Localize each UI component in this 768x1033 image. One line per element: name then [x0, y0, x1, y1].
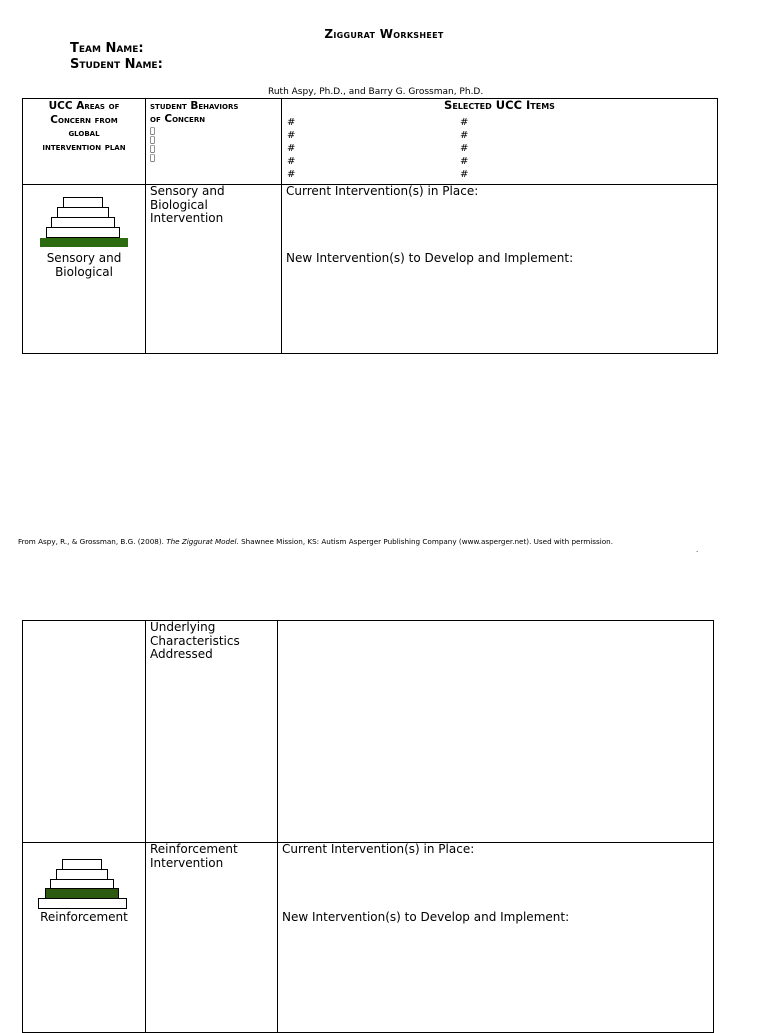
- underlying-behavior-label: Underlying Characteristics Addressed: [150, 620, 240, 661]
- authors-line: Ruth Aspy, Ph.D., and Barry G. Grossman, Ph.D.: [268, 87, 484, 97]
- header-col1-line: UCC Areas of: [48, 100, 120, 112]
- checkbox-glyph: [150, 135, 281, 144]
- underlying-behavior-cell[interactable]: [146, 621, 278, 843]
- hash-column-left: [287, 116, 295, 181]
- reinforcement-behavior-cell[interactable]: [146, 843, 278, 1033]
- sensory-behavior-label: Sensory and Biological Intervention: [150, 184, 225, 225]
- citation-suffix: . Shawnee Mission, KS: Autism Asperger Publishing Company (www.asperger.net). Used with permission.: [236, 537, 613, 546]
- checkbox-glyph: [150, 144, 281, 153]
- worksheet-title: Ziggurat Worksheet: [324, 27, 444, 41]
- hash-mark: #: [287, 130, 296, 141]
- reinforcement-intervention-cell[interactable]: [278, 843, 714, 1033]
- sensory-behavior-cell[interactable]: [146, 185, 282, 354]
- header-col1-line: intervention plan: [42, 140, 126, 153]
- hash-mark: #: [460, 169, 469, 180]
- reinforcement-area-label: Reinforcement: [40, 910, 128, 924]
- citation-prefix: From Aspy, R., & Grossman, B.G. (2008).: [18, 537, 167, 546]
- citation-footer: [18, 537, 613, 546]
- hash-mark: #: [287, 143, 296, 154]
- header-student-behaviors: [146, 99, 282, 185]
- hash-mark: #: [460, 143, 469, 154]
- header-col1-line: Concern from: [50, 113, 118, 126]
- hash-mark: #: [460, 117, 469, 128]
- header-selected-ucc-items: [282, 99, 718, 185]
- header-row: [23, 99, 718, 185]
- worksheet-table-bottom: [22, 620, 714, 1033]
- checkbox-glyph: [150, 126, 281, 135]
- sensory-current-label: Current Intervention(s) in Place:: [286, 184, 479, 198]
- citation-book-title: The Ziggurat Model: [166, 537, 237, 546]
- sensory-area-cell: [23, 185, 146, 354]
- sensory-row: [23, 185, 718, 354]
- sensory-intervention-cell[interactable]: [282, 185, 718, 354]
- student-name-label: Student Name:: [70, 57, 163, 72]
- hash-mark: #: [287, 117, 296, 128]
- hash-mark: #: [460, 130, 469, 141]
- worksheet-table-top: [22, 98, 718, 354]
- team-name-label: Team Name:: [70, 41, 144, 56]
- sensory-new-label: New Intervention(s) to Develop and Implement:: [286, 250, 574, 265]
- underlying-notes-cell[interactable]: [278, 621, 714, 843]
- reinforcement-behavior-label: Reinforcement Intervention: [150, 842, 238, 870]
- ziggurat-sensory-icon: [23, 185, 145, 352]
- checkbox-glyph: [150, 153, 281, 162]
- hash-mark: #: [460, 156, 469, 167]
- sensory-area-label: Sensory and Biological: [46, 251, 122, 279]
- header-col2-line: of Concern: [150, 113, 206, 125]
- reinforcement-area-cell: [23, 843, 146, 1033]
- header-ucc-areas: [23, 99, 146, 185]
- header-col1-line: global: [68, 127, 100, 139]
- header-col3-title: Selected UCC Items: [444, 98, 555, 112]
- reinforcement-new-label: New Intervention(s) to Develop and Implement:: [282, 909, 570, 924]
- hash-column-right: [460, 116, 468, 181]
- stray-dot: .: [696, 546, 699, 554]
- reinforcement-row: [23, 843, 714, 1033]
- reinforcement-current-label: Current Intervention(s) in Place:: [282, 842, 475, 856]
- underlying-area-cell[interactable]: [23, 621, 146, 843]
- underlying-row: [23, 621, 714, 843]
- hash-mark: #: [287, 169, 296, 180]
- header-col2-line: student Behaviors: [150, 100, 239, 112]
- ziggurat-reinforcement-icon: [23, 843, 145, 1023]
- hash-mark: #: [287, 156, 296, 167]
